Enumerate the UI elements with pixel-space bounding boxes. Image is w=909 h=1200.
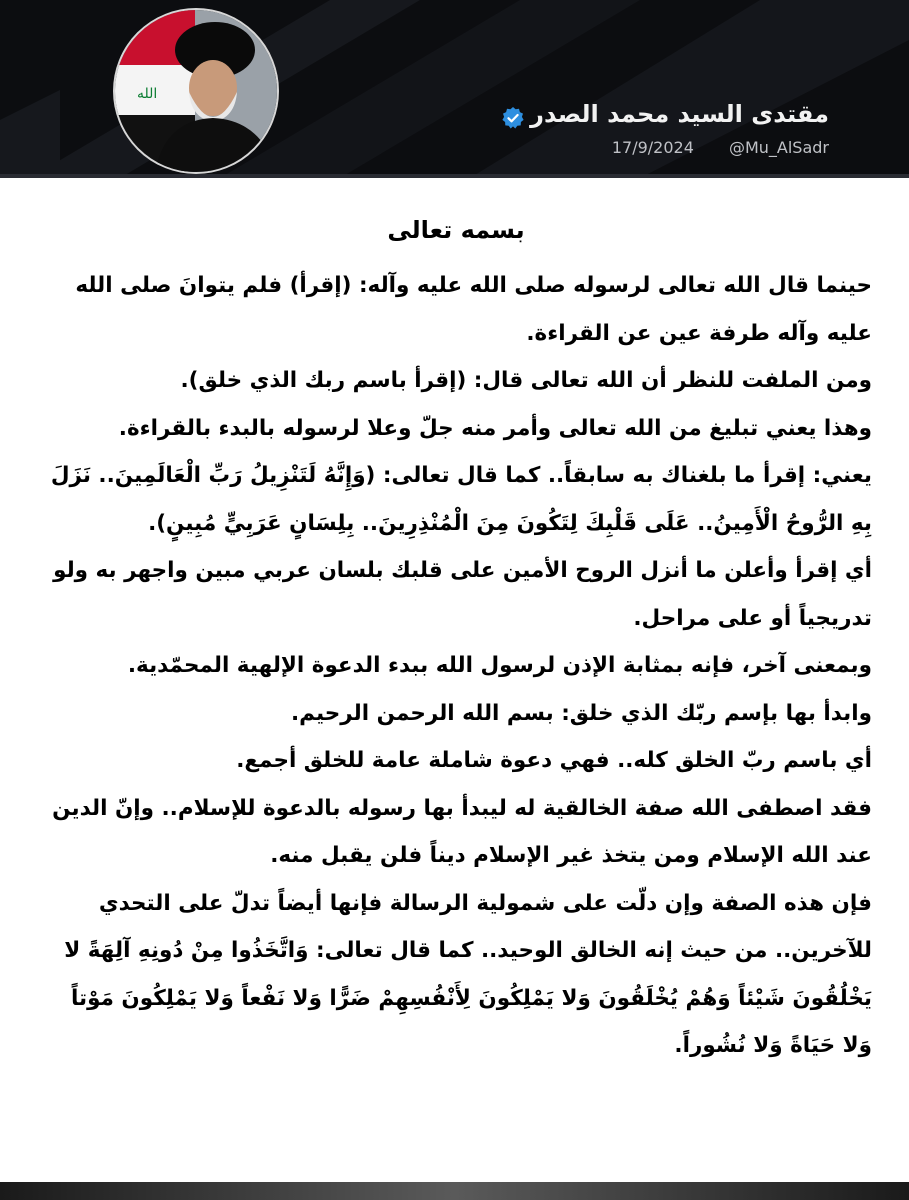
paragraph: أي إقرأ وأعلن ما أنزل الروح الأمين على قلبك بلسان عربي مبين واجهر به ولو تدريجياً أو على مراحل.: [53, 558, 872, 631]
account-name-row: [429, 100, 829, 130]
svg-text:الله: الله: [137, 86, 158, 102]
paragraph: ومن الملفت للنظر أن الله تعالى قال: (إقرأ باسم ربك الذي خلق).: [180, 368, 872, 393]
avatar[interactable]: [113, 8, 279, 174]
verified-badge-icon: [501, 106, 525, 130]
paragraph: وابدأ بها بإسم ربّك الذي خلق: بسم الله الرحمن الرحيم.: [291, 700, 872, 726]
paragraph: وهذا يعني تبليغ من الله تعالى وأمر منه جلّ وعلا لرسوله بالبدء بالقراءة.: [118, 415, 872, 441]
header-banner: [0, 0, 909, 178]
profile-photo: [115, 10, 277, 172]
footer-bar: [0, 1182, 909, 1200]
paragraph: حينما قال الله تعالى لرسوله صلى الله عليه وآله: (إقرأ) فلم يتوانَ صلى الله عليه وآله طرفة عين عن القراءة.: [75, 273, 872, 346]
paragraph: أي باسم ربّ الخلق كله.. فهي دعوة شاملة عامة للخلق أجمع.: [236, 748, 872, 773]
paragraph: يعني: إقرأ ما بلغناك به سابقاً.. كما قال تعالى: (وَإِنَّهُ لَتَنْزِيلُ رَبِّ الْعَالَمِينَ.. نَزَلَ بِهِ الرُّوحُ الْأَمِينُ.. عَلَى قَلْبِكَ لِتَكُونَ مِنَ الْمُنْذِرِينَ.. بِلِسَانٍ عَرَبِيٍّ مُبِينٍ).: [50, 463, 872, 536]
paragraph: وبمعنى آخر، فإنه بمثابة الإذن لرسول الله ببدء الدعوة الإلهية المحمّدية.: [127, 653, 872, 678]
statement-heading: بسمه تعالى: [387, 216, 525, 244]
paragraph: فإن هذه الصفة وإن دلّت على شمولية الرسالة فإنها أيضاً تدلّ على التحدي للآخرين.. من حيث إنه الخالق الوحيد.. كما قال تعالى: وَاتَّخَذُوا مِنْ دُونِهِ آلِهَةً لا يَخْلُقُونَ شَيْئاً وَهُمْ يُخْلَقُونَ وَلا يَمْلِكُونَ لِأَنْفُسِهِمْ ضَرًّا وَلا نَفْعاً وَلا يَمْلِكُونَ مَوْتاً وَلا حَيَاةً وَلا نُشُوراً.: [64, 890, 872, 1058]
statement-body: [40, 210, 872, 1070]
header-divider: [0, 174, 909, 178]
account-handle[interactable]: @Mu_AlSadr: [728, 138, 829, 157]
display-name[interactable]: مقتدى السيد محمد الصدر: [530, 100, 829, 128]
paragraph: فقد اصطفى الله صفة الخالقية له ليبدأ بها رسوله بالدعوة للإسلام.. وإنّ الدين عند الله الإسلام ومن يتخذ غير الإسلام ديناً فلن يقبل منه.: [52, 795, 872, 868]
post-date: 17/9/2024: [611, 138, 694, 157]
account-meta: [429, 138, 829, 157]
